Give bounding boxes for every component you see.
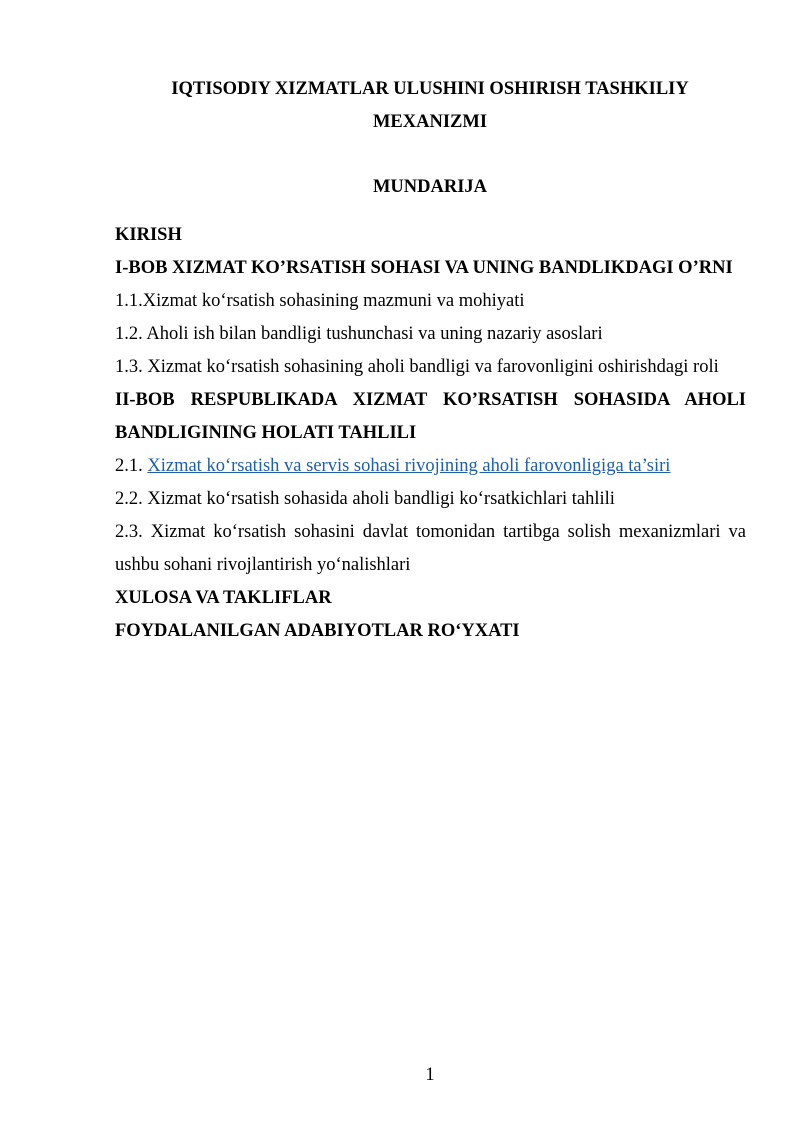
toc-item-chapter-2-line-2: BANDLIGINING HOLATI TAHLILI [115, 423, 417, 443]
toc-item-conclusion: XULOSA VA TAKLIFLAR [115, 588, 332, 608]
document-title-line-1: IQTISODIY XIZMATLAR ULUSHINI OSHIRISH TASHKILIY [171, 79, 689, 99]
toc-item-1-2: 1.2. Aholi ish bilan bandligi tushunchasi va uning nazariy asoslari [115, 324, 603, 344]
toc-item-references: FOYDALANILGAN ADABIYOTLAR RO‘YXATI [115, 621, 520, 641]
toc-link-2-1-title-end[interactable]: ta’siri [628, 456, 671, 476]
toc-item-2-3-line-2: ushbu sohani rivojlantirish yo‘nalishlari [115, 555, 411, 575]
page-number: 1 [425, 1065, 435, 1085]
toc-item-2-3-line-1: 2.3. Xizmat ko‘rsatish sohasini davlat tomonidan tartibga solish mexanizmlari va [115, 522, 746, 542]
toc-item-2-1 [115, 450, 746, 483]
document-title-line-2: MEXANIZMI [372, 112, 488, 132]
toc-item-1-1: 1.1.Xizmat ko‘rsatish sohasining mazmuni va mohiyati [115, 291, 525, 311]
toc-link-2-1-title[interactable]: Xizmat ko‘rsatish va servis sohasi rivojining aholi farovonligiga [147, 456, 629, 476]
toc-item-chapter-1: I-BOB XIZMAT KO’RSATISH SOHASI VA UNING BANDLIKDAGI O’RNI [115, 258, 733, 278]
toc-item-chapter-2-line-1: II-BOB RESPUBLIKADA XIZMAT KO’RSATISH SOHASIDA AHOLI [115, 390, 746, 410]
toc-item-2-2: 2.2. Xizmat ko‘rsatish sohasida aholi bandligi ko‘rsatkichlari tahlili [115, 489, 615, 509]
toc-item-1-3: 1.3. Xizmat ko‘rsatish sohasining aholi bandligi va farovonligini oshirishdagi roli [115, 357, 719, 377]
toc-item-intro: KIRISH [115, 225, 182, 245]
table-of-contents [115, 219, 746, 648]
toc-item-2-1-number: 2.1. [115, 456, 148, 476]
toc-heading: MUNDARIJA [372, 177, 488, 197]
